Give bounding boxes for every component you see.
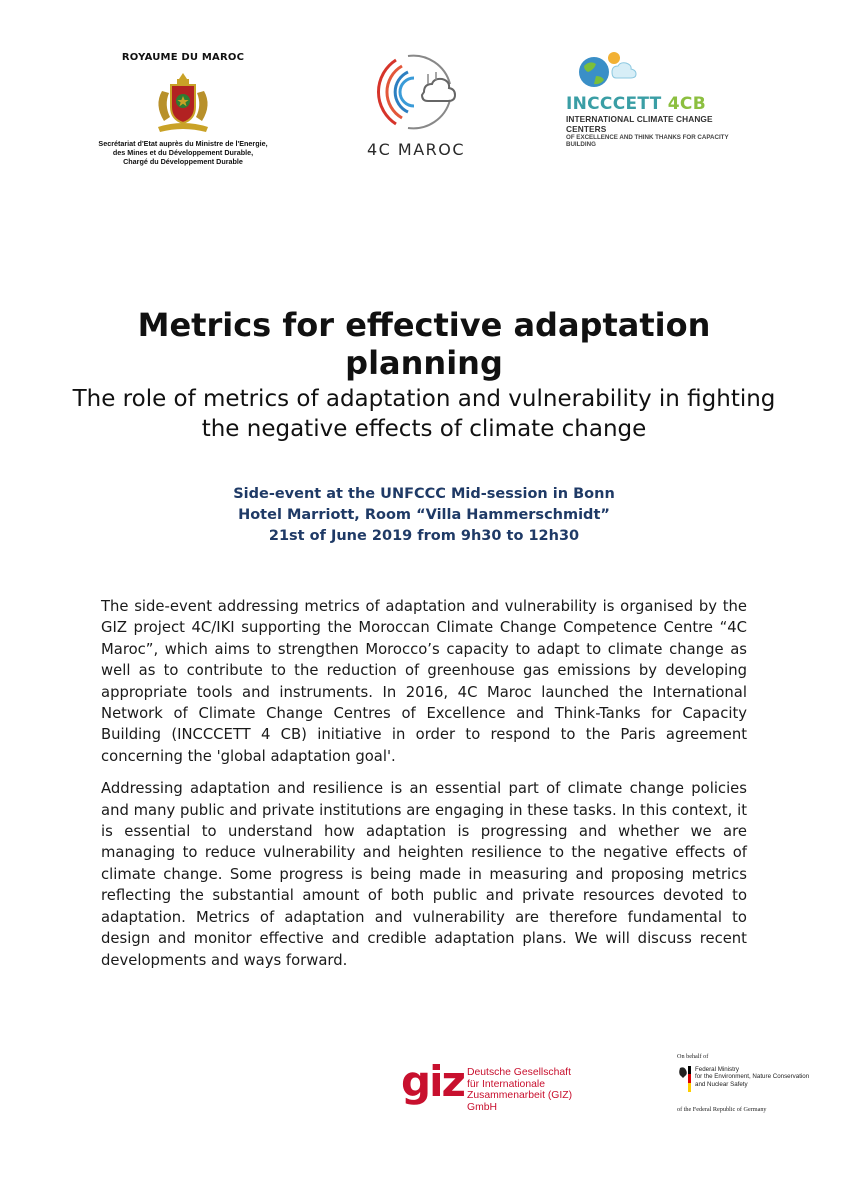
bmu-logo <box>677 1053 817 1113</box>
german-eagle-flag-icon <box>677 1066 691 1092</box>
event-venue-line: Side-event at the UNFCCC Mid-session in Bonn <box>233 486 615 502</box>
event-room-line: Hotel Marriott, Room “Villa Hammerschmidt” <box>238 507 610 523</box>
maroc-kingdom-label: ROYAUME DU MAROC <box>121 52 245 63</box>
maroc-ministry-text: Secrétariat d'Etat auprès du Ministre de l'Energie, des Mines et du Développement Durable, Chargé du Développement Durable <box>98 139 268 166</box>
bmu-ministry-text: Federal Ministry for the Environment, Nature Conservation and Nuclear Safety <box>695 1066 810 1088</box>
incccett-name: INCCCETT 4CB <box>566 94 706 114</box>
page-title: Metrics for effective adaptation planning <box>137 306 711 382</box>
fourc-maroc-name: 4C MAROC <box>366 140 466 159</box>
event-date-line: 21st of June 2019 from 9h30 to 12h30 <box>268 528 580 544</box>
event-info <box>100 484 748 547</box>
giz-logo <box>401 1057 601 1113</box>
maroc-logo <box>98 52 268 166</box>
incccett-line1: INTERNATIONAL CLIMATE CHANGE CENTERS <box>566 114 713 134</box>
bmu-on-behalf: On behalf of <box>677 1053 709 1060</box>
page-subtitle: The role of metrics of adaptation and vulnerability in fighting the negative effects of climate change <box>72 386 776 442</box>
incccett-line2: OF EXCELLENCE AND THINK THANKS FOR CAPACITY BUILDING <box>566 134 729 148</box>
incccett-logo <box>566 50 746 148</box>
giz-mark: giz <box>401 1057 464 1106</box>
globe-sun-cloud-icon <box>570 50 640 88</box>
coat-of-arms-icon <box>152 71 214 135</box>
body-paragraph-1: The side-event addressing metrics of adaptation and vulnerability is organised by the GIZ project 4C/IKI supporting the Moroccan Climate Change Competence Centre “4C Maroc”, which aims to strengthen Morocco’s capacity to adapt to climate change as well as to contribute to the reduction of greenhouse gas emissions by developing appropriate tools and instruments. In 2016, 4C Maroc launched the International Network of Climate Change Centres of Excellence and Think-Tanks for Capacity Building (INCCCETT 4 CB) initiative in order to respond to the Paris agreement concerning the 'global adaptation goal'. <box>101 598 747 765</box>
bmu-republic: of the Federal Republic of Germany <box>677 1106 767 1113</box>
body-text <box>101 596 747 982</box>
giz-text: Deutsche Gesellschaft für Internationale Zusammenarbeit (GIZ) GmbH <box>467 1067 573 1113</box>
body-paragraph-2: Addressing adaptation and resilience is an essential part of climate change policies and many public and private institutions are engaging in these tasks. In this context, it is essential to understand how adaptation is progressing and whether we are managing to reduce vulnerability and heighten resilience to the negative effects of climate change. Some progress is being made in measuring and proposing metrics reflecting the substantial amount of both public and private resources devoted to adaptation. Metrics of adaptation and vulnerability are therefore fundamental to design and monitor effective and credible adaptation plans. We will discuss recent developments and ways forward. <box>101 780 747 969</box>
fourc-circle-cloud-icon <box>366 44 466 140</box>
fourc-maroc-logo <box>352 44 480 159</box>
